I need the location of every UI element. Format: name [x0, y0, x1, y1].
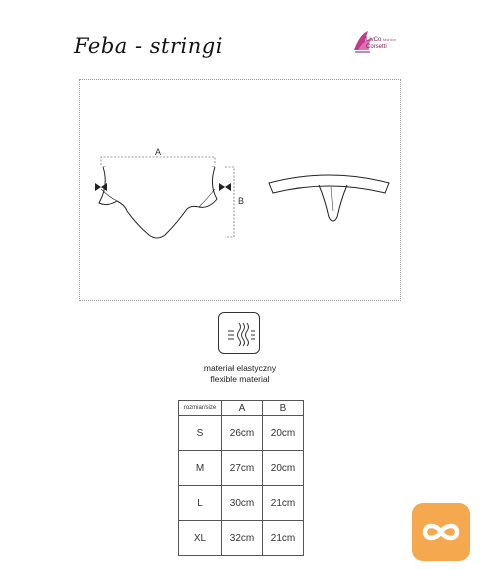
right-bow-icon — [219, 183, 231, 191]
dimension-b-line — [225, 167, 234, 237]
brand-logo — [352, 28, 400, 56]
size-cell: XL — [179, 521, 222, 556]
size-cell: M — [179, 451, 222, 486]
material-label-pl: materiał elastyczny — [203, 363, 277, 373]
dimension-a-cell: 26cm — [222, 416, 263, 451]
brand-name: LivCo fashion Corsetti — [366, 37, 396, 50]
size-table — [178, 400, 304, 556]
table-row — [179, 486, 304, 521]
dimension-b-cell: 20cm — [263, 416, 304, 451]
table-row — [179, 416, 304, 451]
dimension-a-cell: 32cm — [222, 521, 263, 556]
table-row — [179, 451, 304, 486]
dimension-a-cell: 27cm — [222, 451, 263, 486]
dimension-b-cell: 21cm — [263, 486, 304, 521]
size-cell: S — [179, 416, 222, 451]
dimension-a-line — [101, 157, 215, 165]
size-cell: L — [179, 486, 222, 521]
dimension-b-cell: 20cm — [263, 451, 304, 486]
table-row — [179, 521, 304, 556]
size-header: rozmiar/size — [179, 401, 222, 416]
dimension-a-cell: 30cm — [222, 486, 263, 521]
dimension-b-cell: 21cm — [263, 521, 304, 556]
dimension-b-header: B — [263, 401, 304, 416]
product-diagram — [79, 79, 401, 301]
dimension-a-label: A — [154, 147, 162, 157]
infinity-icon[interactable] — [412, 503, 470, 561]
dimension-b-label: B — [238, 196, 245, 206]
front-view-drawing — [99, 167, 217, 238]
material-label-en: flexible material — [210, 374, 270, 384]
stretch-fabric-icon — [218, 312, 260, 354]
product-title: Feba - stringi — [74, 34, 223, 58]
material-description — [140, 363, 340, 385]
dimension-a-header: A — [222, 401, 263, 416]
back-view-drawing — [269, 175, 389, 221]
size-table-header — [179, 401, 304, 416]
